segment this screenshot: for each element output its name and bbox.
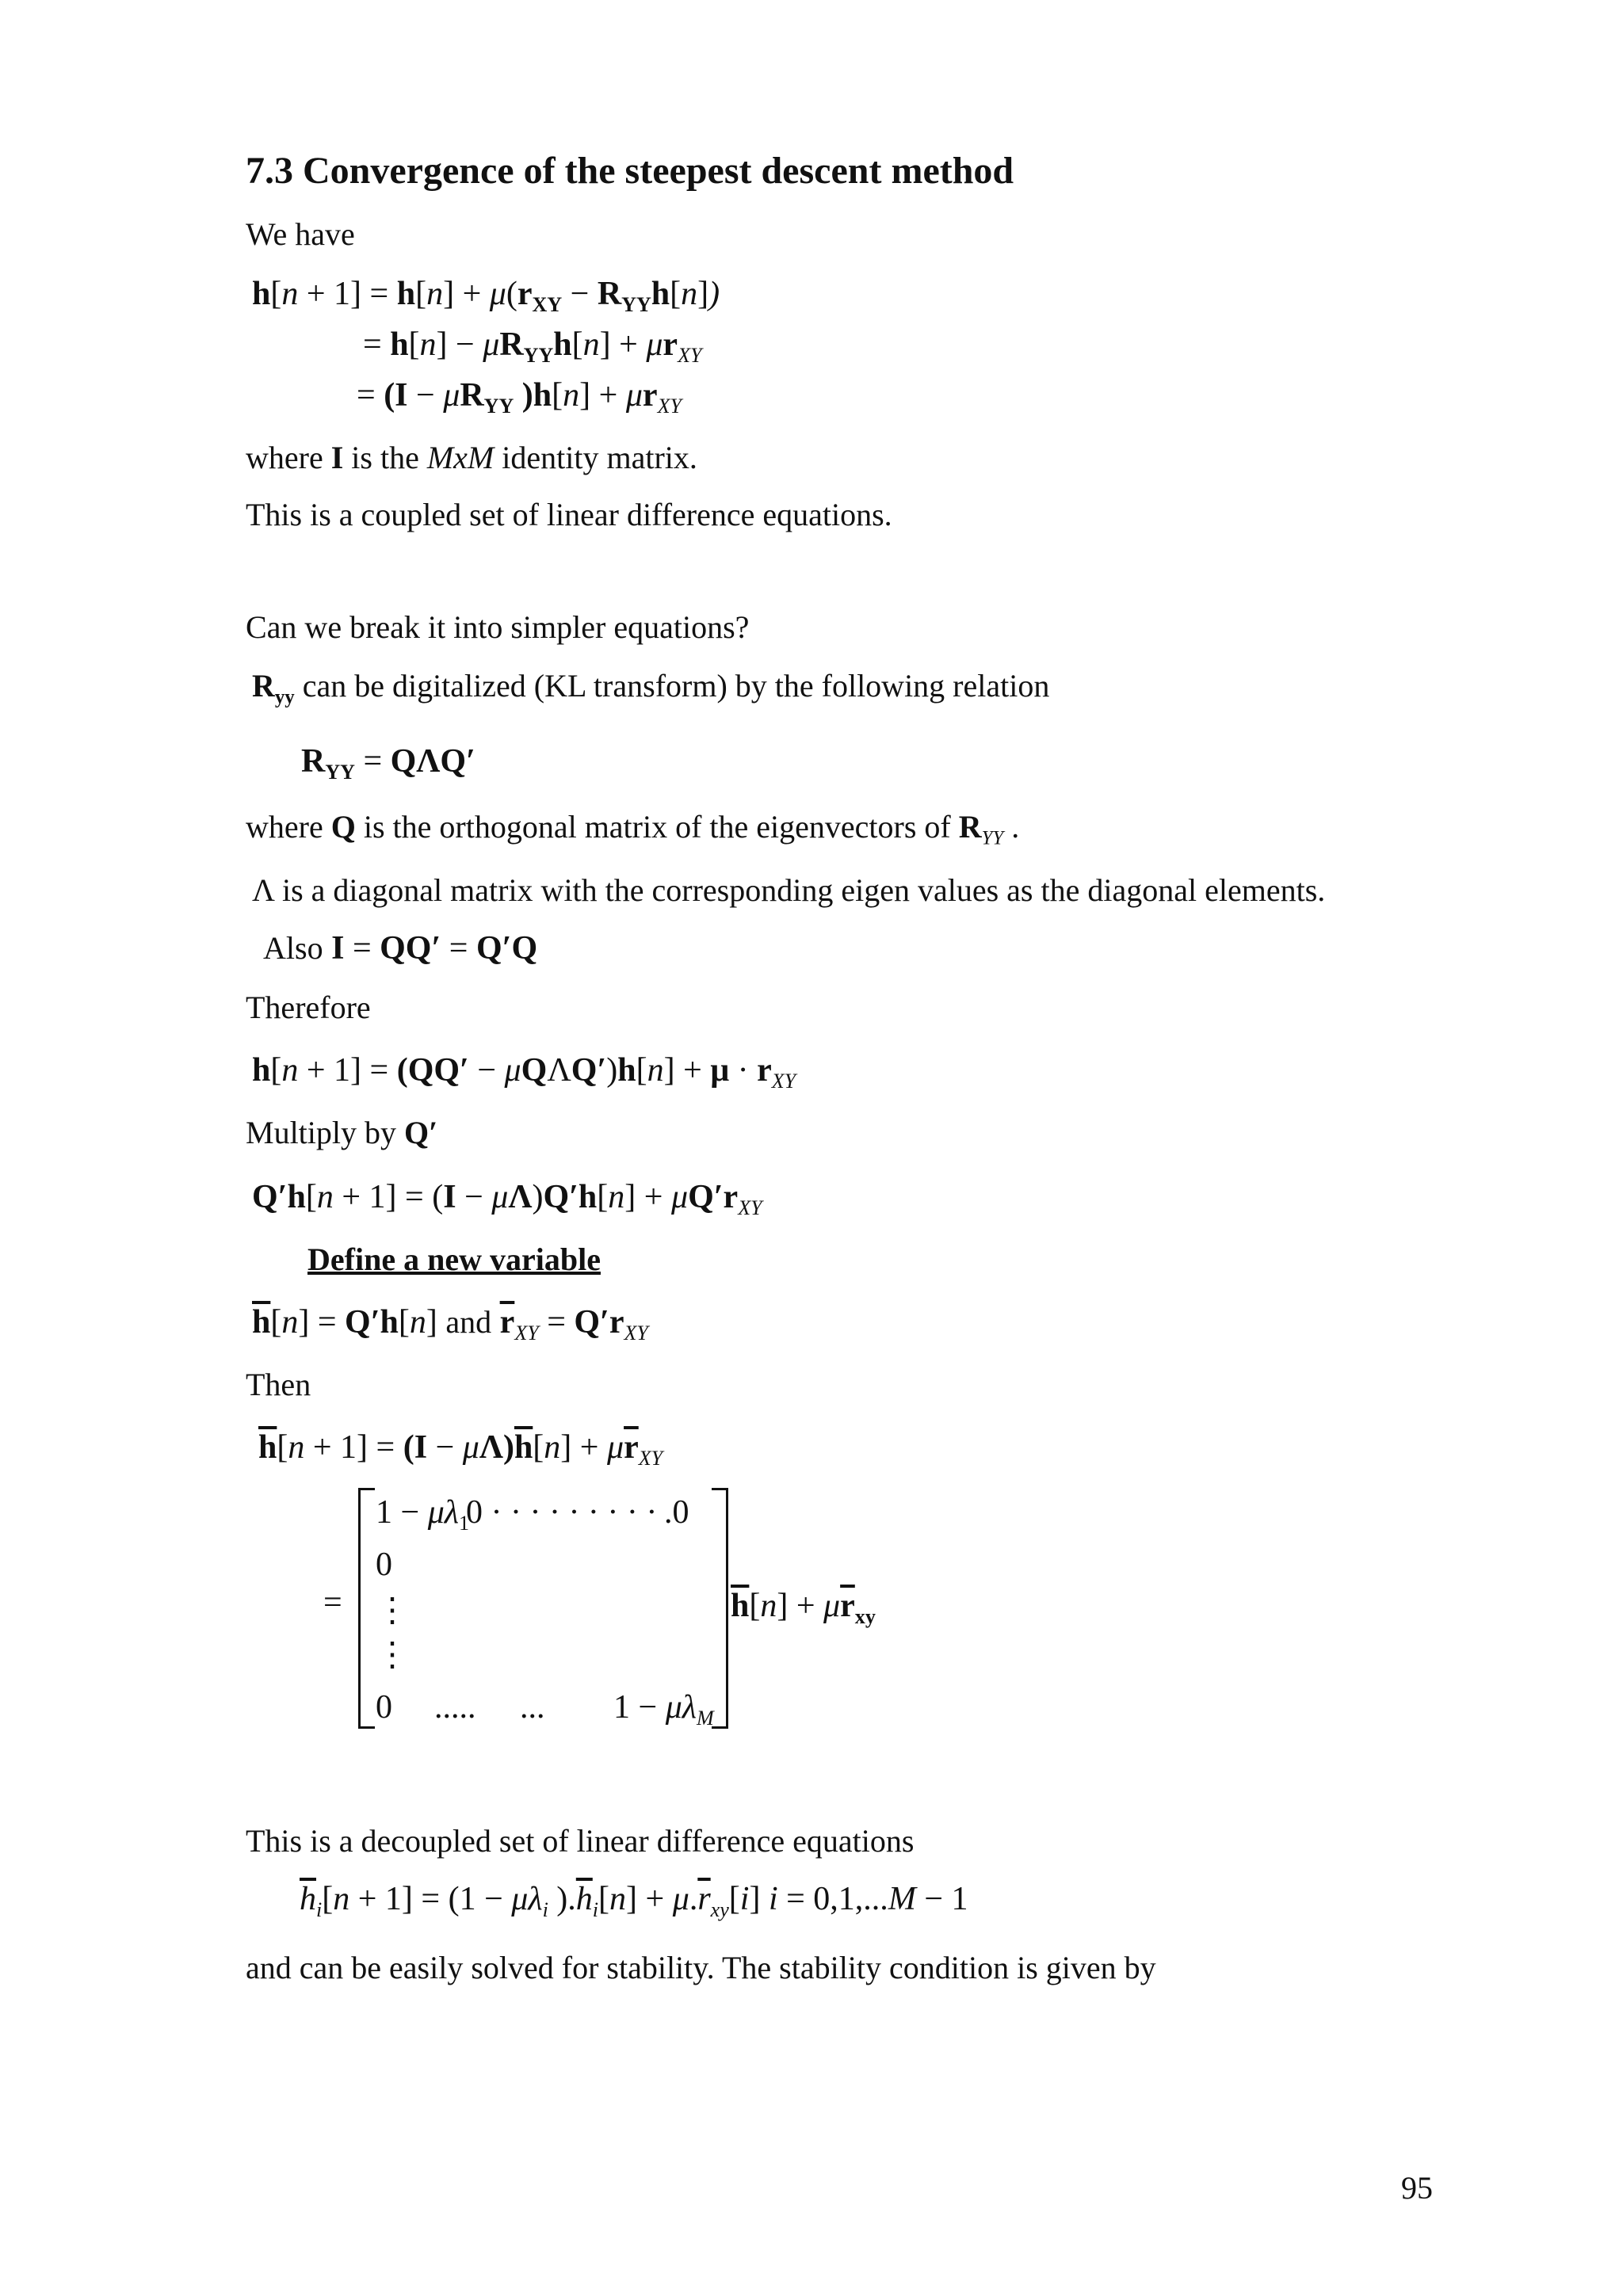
ryy-note: $R_{yy}$ can be digitalized (KL transform) by the following relation xyxy=(252,668,1050,708)
matrix-row-5-dots: ..... xyxy=(434,1689,476,1726)
matrix-row-3: ⋮ xyxy=(376,1592,409,1629)
equation-update-line1: $h[n + 1] = h[n] + \mu(r_{XY} - R_{YY}h[n])$ xyxy=(252,276,720,317)
coupled-note: This is a coupled set of linear difference equations. xyxy=(246,497,892,532)
matrix-rhs: $\overline{h}[n] + \mu\overline{r}_{xy}$ xyxy=(731,1588,876,1629)
then-text: Then xyxy=(246,1367,311,1402)
define-heading: Define a new variable xyxy=(307,1241,601,1277)
matrix-equals-sign: = xyxy=(323,1585,342,1621)
equation-update-line3: = ($I - \mu R_{YY}$ )$h[n] + \mu r_{XY}$ xyxy=(357,377,682,418)
matrix-left-bracket xyxy=(358,1488,375,1729)
lambda-note: Λ is a diagonal matrix with the corresponding eigen values as the diagonal elements. xyxy=(252,872,1326,908)
section-heading: 7.3 Convergence of the steepest descent method xyxy=(246,150,1014,192)
eigen-decomposition-eq: $R_{YY} = Q\Lambda Q'$ xyxy=(301,743,475,784)
matrix-row-1-dots: 0 · · · · · · · · · xyxy=(466,1494,658,1531)
define-variable-eq: $\overline{h}[n] = Q'h[n]$ and $\overline{r}_{XY} = Q'r_{XY}$ xyxy=(252,1304,648,1345)
page-number: 95 xyxy=(1401,2170,1433,2206)
identity-eq: Also I = QQ′ = Q′Q xyxy=(263,930,538,967)
matrix-row-2: 0 xyxy=(376,1547,392,1583)
equation-transformed: $\overline{h}[n + 1] = (I - \mu\Lambda)\overline{h}[n] + \mu\overline{r}_{XY}$ xyxy=(258,1429,663,1470)
matrix-row-5-first: 0 xyxy=(376,1689,392,1726)
therefore-text: Therefore xyxy=(246,990,371,1025)
equation-update-line2: = $h[n] - \mu R_{YY}h[n] + \mu r_{XY}$ xyxy=(363,326,702,368)
matrix-row-1: $1 - \mu\lambda_1$ xyxy=(376,1494,469,1535)
multiply-note: Multiply by Q′ xyxy=(246,1115,438,1150)
equation-eigen-substitution: $h[n + 1] = (QQ' - \mu Q\Lambda Q')h[n] + \mu \cdot r_{XY}$ xyxy=(252,1052,796,1093)
equation-decoupled: $\overline{h}_i[n + 1] = (1 - \mu\lambda_i$ )$.\overline{h}_i[n] + \mu.\overline{r}_{xy}[i] i = 0,1,...M - 1$ xyxy=(300,1881,968,1922)
where-q-note: where Q is the orthogonal matrix of the eigenvectors of $R_{YY}$ . xyxy=(246,809,1020,849)
question-text: Can we break it into simpler equations? xyxy=(246,609,750,645)
matrix-row-5-last: $1 - \mu\lambda_M$ xyxy=(613,1689,714,1730)
identity-note: where I is the MxM identity matrix. xyxy=(246,440,697,475)
matrix-row-1-last: .0 xyxy=(664,1494,689,1531)
stability-note: and can be easily solved for stability. The stability condition is given by xyxy=(246,1950,1156,1985)
matrix-row-5-dots2: ... xyxy=(520,1689,545,1726)
matrix-right-bracket xyxy=(712,1488,728,1729)
intro-text: We have xyxy=(246,216,355,252)
equation-rotated: $Q'h[n + 1] = (I - \mu\Lambda)Q'h[n] + \mu Q'r_{XY}$ xyxy=(252,1179,762,1220)
matrix-row-4: ⋮ xyxy=(376,1637,409,1673)
decoupled-note: This is a decoupled set of linear difference equations xyxy=(246,1823,915,1859)
